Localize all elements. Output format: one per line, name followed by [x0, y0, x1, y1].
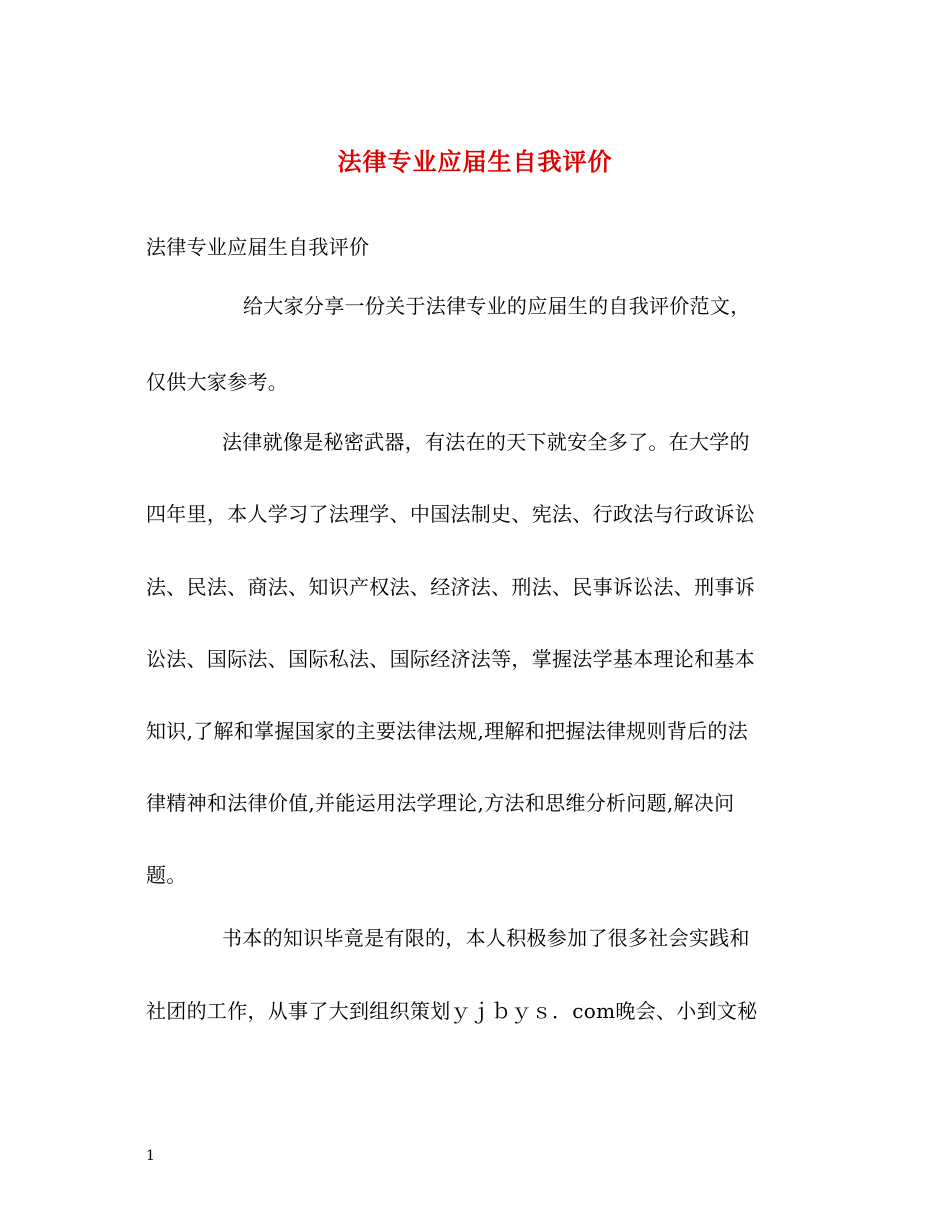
subtitle-line: 法律专业应届生自我评价 — [146, 235, 370, 259]
paragraph-line: 社团的工作，从事了大到组织策划ｙｊｂｙｓ．com晚会、小到文秘 — [146, 999, 758, 1023]
paragraph-line: 给大家分享一份关于法律专业的应届生的自我评价范文， — [243, 294, 751, 318]
document-title: 法律专业应届生自我评价 — [337, 147, 613, 176]
paragraph-line: 讼法、国际法、国际私法、国际经济法等，掌握法学基本理论和基本 — [146, 647, 755, 671]
paragraph-line: 仅供大家参考。 — [146, 370, 289, 394]
paragraph-line: 知识,了解和掌握国家的主要法律法规,理解和把握法律规则背后的法 — [146, 719, 749, 743]
paragraph-line: 律精神和法律价值,并能运用法学理论,方法和思维分析问题,解决问 — [146, 791, 735, 815]
paragraph-line: 题。 — [146, 863, 187, 887]
paragraph-line: 书本的知识毕竟是有限的，本人积极参加了很多社会实践和 — [222, 926, 750, 950]
paragraph-line: 法律就像是秘密武器，有法在的天下就安全多了。在大学的 — [222, 430, 750, 454]
page-number: 1 — [146, 1148, 155, 1164]
paragraph-line: 法、民法、商法、知识产权法、经济法、刑法、民事诉讼法、刑事诉 — [146, 575, 755, 599]
paragraph-line: 四年里，本人学习了法理学、中国法制史、宪法、行政法与行政诉讼 — [146, 502, 755, 526]
